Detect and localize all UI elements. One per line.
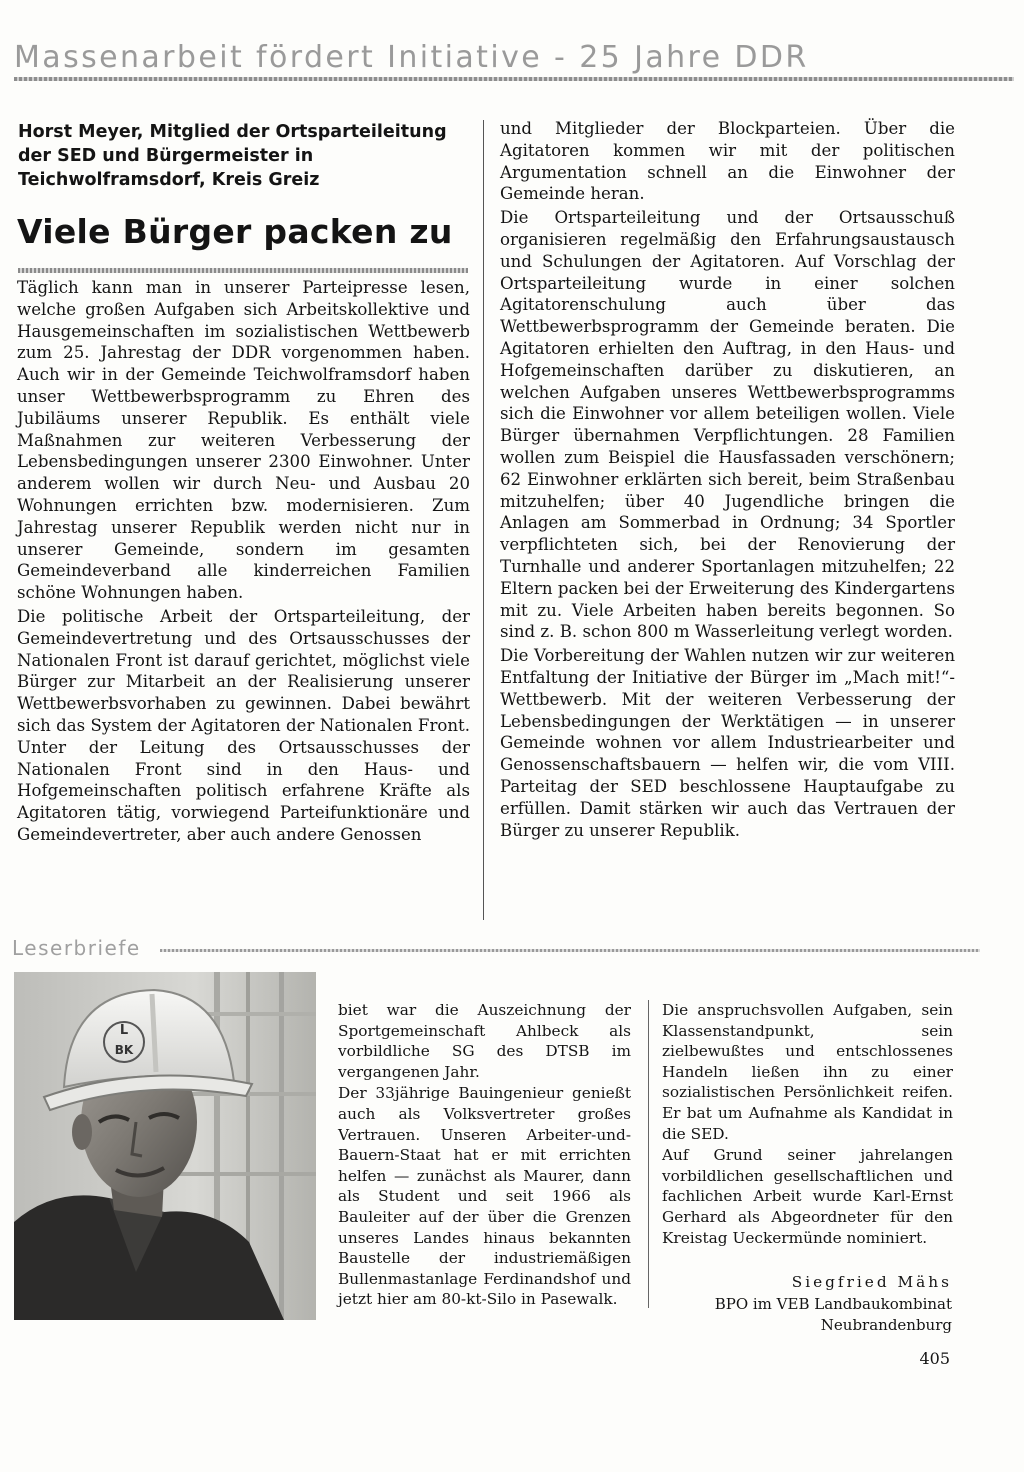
letter-paragraph: biet war die Auszeichnung der Sportgemeinschaft Ahlbeck als vorbildliche SG des DTSB im vergangenen Jahr. <box>338 1001 631 1081</box>
article-paragraph: Die politische Arbeit der Ortsparteileitung, der Gemeindevertretung und des Ortsausschusses der Nationalen Front ist darauf gerichtet, möglichst viele Bürger zur Mitarbeit an der Realisierung unserer Wettbewerbsvorhaben zu gewinnen. Dabei bewährt sich das System der Agitatoren der Nationalen Front. Unter der Leitung des Ortsausschusses der Nationalen Front sind in den Haus- und Hofgemeinschaften politisch erfahrene Kräfte als Agitatoren tätig, vorwiegend Parteifunktionäre und Gemeindevertreter, aber auch andere Genossen <box>17 606 470 844</box>
svg-text:BK: BK <box>114 1043 134 1057</box>
headline-rule <box>18 268 468 273</box>
letter-column-right <box>662 1000 953 1248</box>
letter-paragraph: Auf Grund seiner jahrelangen vorbildlichen gesellschaftlichen und fachlichen Arbeit wurde Karl-Ernst Gerhard als Abgeordneter für den Kreistag Ueckermünde nominiert. <box>662 1146 953 1247</box>
article-author-line: Horst Meyer, Mitglied der Ortsparteileitung der SED und Bürgermeister in Teichwolframsdorf, Kreis Greiz <box>18 122 447 190</box>
article-paragraph: Die Ortsparteileitung und der Ortsausschuß organisieren regelmäßig den Erfahrungsaustausch und Schulungen der Agitatoren. Auf Vorschlag der Ortsparteileitung wurde in einer solchen Agitatorenschulung auch über das Wettbewerbsprogramm der Gemeinde beraten. Die Agitatoren erhielten den Auftrag, in den Haus- und Hofgemeinschaften darüber zu diskutieren, an welchen Aufgaben unseres Wettbewerbsprogramms sich die Einwohner vor allem beteiligen wollen. Viele Bürger übernahmen Verpflichtungen. 28 Familien wollen zum Beispiel die Hausfassaden verschönern; 62 Einwohner erklärten sich bereit, beim Straßenbau mitzuhelfen; über 40 Jugendliche bringen die Anlagen am Sommerbad in Ordnung; 34 Sportler verpflichteten sich, bei der Renovierung der Turnhalle und anderer Sportanlagen mitzuhelfen; 22 Eltern packen bei der Erweiterung des Kindergartens mit zu. Viele Arbeiten haben bereits begonnen. So sind z. B. schon 800 m Wasserleitung verlegt worden. <box>500 208 955 642</box>
letters-section-title: Leserbriefe <box>12 936 141 960</box>
affiliation-line: BPO im VEB Landbaukombinat <box>714 1295 952 1313</box>
affiliation-line: Neubrandenburg <box>820 1315 952 1334</box>
portrait-illustration <box>14 972 316 1320</box>
article-column-right <box>500 118 955 841</box>
letter-signature: Siegfried Mähs <box>791 1273 952 1291</box>
article-paragraph: und Mitglieder der Blockparteien. Über die Agitatoren kommen wir mit der politischen Argumentation schnell an die Einwohner der Gemeinde heran. <box>500 119 955 204</box>
letters-column-divider <box>648 1000 649 1308</box>
letters-rule <box>160 949 980 952</box>
article-headline: Viele Bürger packen zu <box>17 212 453 251</box>
column-divider <box>483 120 484 920</box>
svg-text:L: L <box>119 1023 129 1038</box>
portrait-photo <box>14 972 316 1320</box>
letter-affiliation <box>662 1294 952 1335</box>
letter-paragraph: Der 33jährige Bauingenieur genießt auch als Volksvertreter großes Vertrauen. Unseren Arbeiter-und-Bauern-Staat hat er mit errichten helfen — zunächst als Maurer, dann als Student und seit 1966 als Bauleiter auf der über die Grenzen unseres Landes hinaus bekannten Baustelle der industriemäßigen Bullenmastanlage Ferdinandshof und jetzt hier am 80-kt-Silo in Pasewalk. <box>338 1084 631 1309</box>
page-number: 405 <box>919 1349 950 1368</box>
article-paragraph: Die Vorbereitung der Wahlen nutzen wir zur weiteren Entfaltung der Initiative der Bürger im „Mach mit!“-Wettbewerb. Mit der weiteren Verbesserung der Lebensbedingungen der Werktätigen — in unserer Gemeinde wohnen vor allem Industriearbeiter und Genossenschaftsbauern — helfen wir, die vom VIII. Parteitag der SED beschlossene Hauptaufgabe zu erfüllen. Damit stärken wir auch das Vertrauen der Bürger zu unserer Republik. <box>500 646 955 840</box>
letter-paragraph: Die anspruchsvollen Aufgaben, sein Klassenstandpunkt, sein zielbewußtes und entschlossenes Handeln ließen ihn zu einer sozialistischen Persönlichkeit reifen. Er bat um Aufnahme als Kandidat in die SED. <box>662 1001 953 1143</box>
letter-column-middle <box>338 1000 631 1310</box>
article-paragraph: Täglich kann man in unserer Parteipresse lesen, welche großen Aufgaben sich Arbeitskollektive und Hausgemeinschaften im sozialistischen Wettbewerb zum 25. Jahrestag der DDR vorgenommen haben. Auch wir in der Gemeinde Teichwolframsdorf haben unser Wettbewerbsprogramm zu Ehren des Jubiläums unserer Republik. Es enthält viele Maßnahmen zur weiteren Verbesserung der Lebensbedingungen unserer 2300 Einwohner. Unter anderem wollen wir durch Neu- und Ausbau 20 Wohnungen errichten bzw. modernisieren. Zum Jahrestag unserer Republik werden nicht nur in unserer Gemeinde, sondern im gesamten Gemeindeverband alle kinderreichen Familien schöne Wohnungen haben. <box>17 278 470 603</box>
article-column-left <box>17 277 470 846</box>
section-header: Massenarbeit fördert Initiative - 25 Jahre DDR <box>14 40 809 75</box>
header-rule <box>14 77 1014 81</box>
